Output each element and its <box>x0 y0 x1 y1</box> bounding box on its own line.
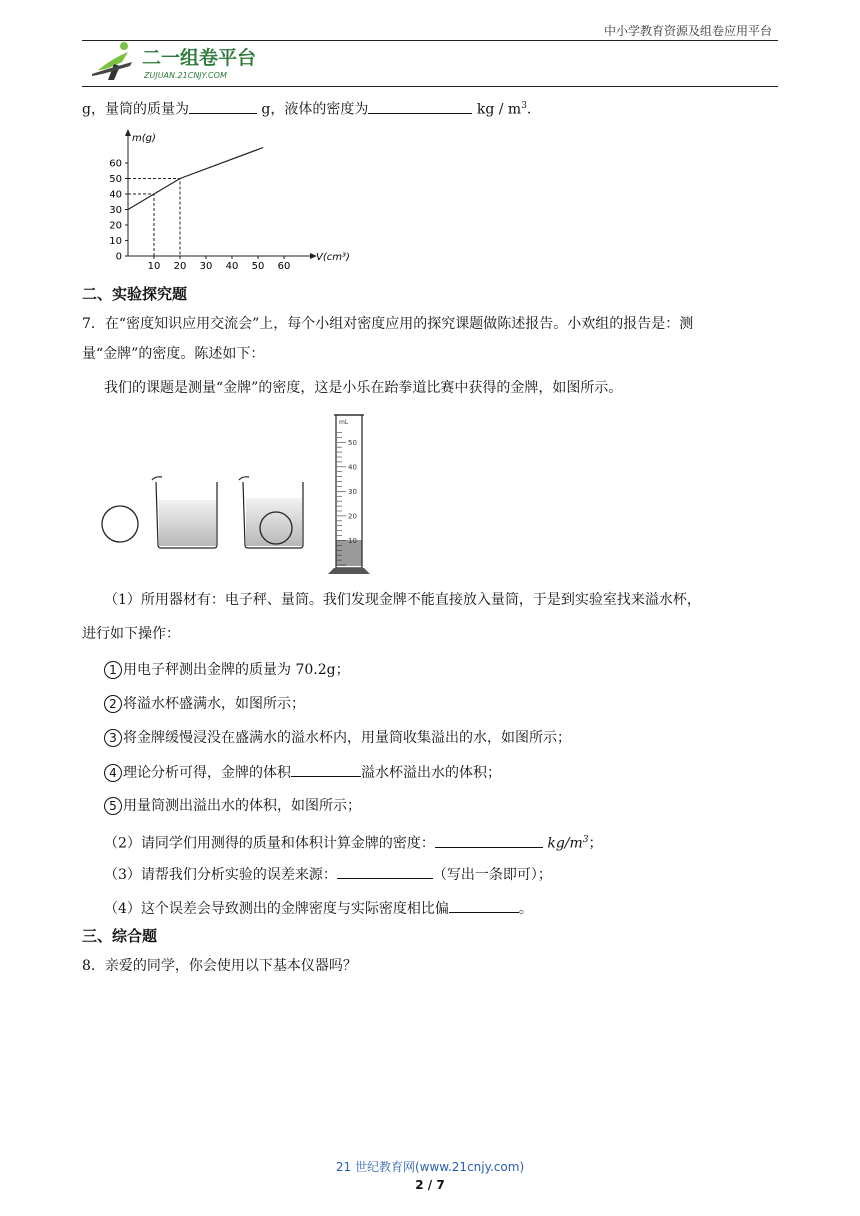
cylinder-tick-label: 20 <box>348 512 357 521</box>
header-rule-bottom <box>82 86 778 87</box>
y-tick-label: 10 <box>109 236 122 247</box>
blank-medal-density <box>435 833 543 848</box>
blank-cylinder-mass <box>189 99 257 114</box>
x-tick-label: 50 <box>251 261 265 272</box>
p1-line-1: （1）所用器材有：电子秤、量筒。我们发现金牌不能直接放入量筒，于是到实验室找来溢水杯， <box>104 592 701 608</box>
apparatus-figure <box>96 410 386 578</box>
step-5-number: 5 <box>104 797 122 815</box>
blank-density <box>368 99 472 114</box>
x-tick-label: 10 <box>147 261 161 272</box>
guide-line <box>128 194 154 256</box>
footer-site: 21 世纪教育网(www.21cnjy.com) <box>335 1160 525 1174</box>
page-number: 2 / 7 <box>415 1178 445 1192</box>
q7-line-1: 7．在“密度知识应用交流会”上，每个小组对密度应用的探究课题做陈述报告。小欢组的报告是：测 <box>82 316 694 332</box>
x-axis-label: V(cm³) <box>316 252 350 263</box>
blank-volume-relation <box>291 762 361 777</box>
logo-text: 二一组卷平台 <box>142 47 257 69</box>
q7-line-3: 我们的课题是测量“金牌”的密度，这是小乐在跆拳道比赛中获得的金牌，如图所示。 <box>104 380 623 396</box>
step-3: 3 将金牌缓慢浸没在盛满水的溢水杯内，用量筒收集溢出的水，如图所示； <box>104 728 571 748</box>
y-tick-label: 0 <box>115 251 122 263</box>
p3: （3）请帮我们分析实验的误差来源： （写出一条即可）； <box>104 864 552 885</box>
cylinder-tick-label: 10 <box>348 536 357 545</box>
blank-error-source <box>337 864 433 879</box>
cylinder-tick-label: 50 <box>348 438 357 447</box>
step-1-number: 1 <box>104 661 122 679</box>
platform-name: 中小学教育资源及组卷应用平台 <box>603 24 772 38</box>
overflow-cup-full <box>152 477 217 548</box>
step-4-number: 4 <box>104 764 122 782</box>
logo <box>84 40 284 84</box>
medal <box>102 506 138 542</box>
cylinder-tick-label: 30 <box>348 487 357 496</box>
y-tick-label: 30 <box>109 205 122 216</box>
y-axis-label: m(g) <box>132 133 156 144</box>
blank-bias-direction <box>449 898 519 913</box>
step-2-number: 2 <box>104 695 122 713</box>
mass-volume-chart <box>104 126 374 272</box>
x-tick-label: 20 <box>173 261 187 272</box>
y-tick-label: 40 <box>109 189 122 201</box>
step-4: 4 理论分析可得，金牌的体积 溢水杯溢出水的体积； <box>104 762 501 783</box>
q6-tail: g，量筒的质量为 g，液体的密度为 kg / $m^3$. <box>82 96 531 120</box>
q7-line-2: 量“金牌”的密度。陈述如下： <box>82 346 265 362</box>
p4: （4）这个误差会导致测出的金牌密度与实际密度相比偏 。 <box>104 898 533 919</box>
y-tick-label: 50 <box>109 174 122 185</box>
cylinder-unit-label: mL <box>339 419 349 426</box>
runner-icon <box>92 42 132 80</box>
step-5: 5 用量筒测出溢出水的体积，如图所示； <box>104 796 361 816</box>
y-tick-label: 20 <box>109 220 122 232</box>
p1-line-2: 进行如下操作： <box>82 626 180 642</box>
y-axis-arrow <box>125 129 131 136</box>
x-tick-label: 60 <box>277 261 291 272</box>
p2: （2）请同学们用测得的质量和体积计算金牌的密度： $kg/m^3$； <box>104 830 603 854</box>
section-2-title: 二、实验探究题 <box>82 285 188 303</box>
overflow-cup-with-medal <box>239 477 303 548</box>
section-3-title: 三、综合题 <box>82 927 158 945</box>
step-2: 2 将溢水杯盛满水，如图所示； <box>104 694 305 714</box>
step-3-number: 3 <box>104 729 122 747</box>
step-1: 1 用电子秤测出金牌的质量为 70.2g； <box>104 660 350 680</box>
logo-url: ZUJUAN.21CNJY.COM <box>144 71 227 80</box>
cylinder-tick-label: 40 <box>348 463 357 472</box>
y-tick-label: 60 <box>109 158 122 170</box>
x-tick-label: 40 <box>225 261 239 272</box>
q8-line: 8．亲爱的同学，你会使用以下基本仪器吗？ <box>82 958 357 974</box>
x-tick-label: 30 <box>199 261 213 272</box>
measuring-cylinder <box>328 415 370 574</box>
